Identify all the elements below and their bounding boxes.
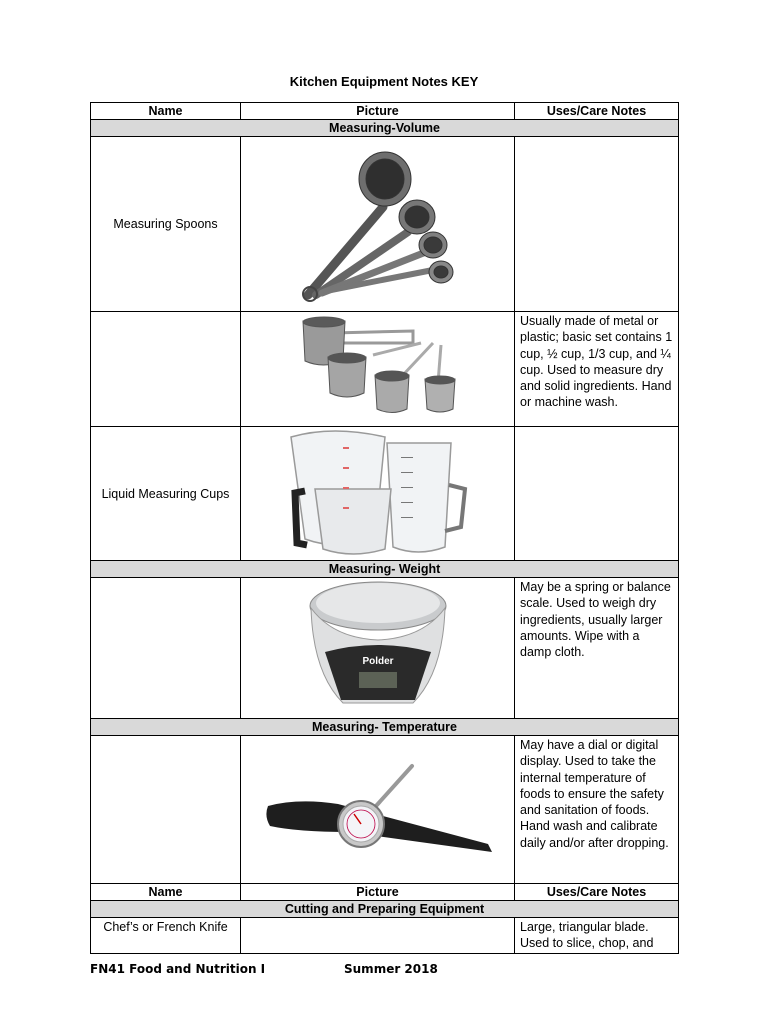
table-row (91, 137, 679, 312)
header-name: Name (91, 103, 241, 120)
kitchen-scale-image (303, 578, 453, 716)
liquid-measuring-cups-image (283, 427, 473, 559)
header-notes: Uses/Care Notes (515, 103, 679, 120)
row-notes-dry-cups: Usually made of metal or plastic; basic set contains 1 cup, ½ cup, 1/3 cup, and ¼ cup. Used to measure dry and solid ingredients. Hand or machine wash. (515, 312, 679, 427)
section-row-temperature (91, 719, 679, 736)
section-row-volume (91, 120, 679, 137)
row-notes-liquid-cups (515, 427, 679, 561)
section-row-cutting (91, 901, 679, 918)
picture-cell (241, 736, 515, 884)
page-title: Kitchen Equipment Notes KEY (289, 74, 479, 89)
measuring-spoons-image (288, 147, 468, 307)
header-notes: Uses/Care Notes (515, 884, 679, 901)
scale-brand-label: Polder (361, 656, 394, 667)
header-row (91, 103, 679, 120)
picture-cell (241, 578, 515, 719)
table-row (91, 736, 679, 884)
picture-cell (241, 137, 515, 312)
table-row (91, 578, 679, 719)
header-picture: Picture (241, 884, 515, 901)
row-notes-knife: Large, triangular blade. Used to slice, chop, and (515, 918, 679, 954)
row-name-knife: Chef’s or French Knife (91, 918, 241, 954)
row-name-dry-cups (91, 312, 241, 427)
row-name-scale (91, 578, 241, 719)
footer-course: FN41 Food and Nutrition I (90, 962, 266, 976)
header-name: Name (91, 884, 241, 901)
row-notes-spoons (515, 137, 679, 312)
section-volume: Measuring-Volume (91, 120, 679, 137)
row-name-liquid-cups: Liquid Measuring Cups (91, 427, 241, 561)
section-weight: Measuring- Weight (91, 561, 679, 578)
picture-cell (241, 427, 515, 561)
table-row (91, 312, 679, 427)
table-row (91, 427, 679, 561)
row-name-spoons: Measuring Spoons (91, 137, 241, 312)
footer-term: Summer 2018 (344, 962, 438, 976)
table-row (91, 918, 679, 954)
row-name-thermometer (91, 736, 241, 884)
thermometer-image (258, 736, 498, 882)
equipment-table (90, 102, 679, 954)
row-notes-thermometer: May have a dial or digital display. Used to take the internal temperature of foods to ensure the safety and sanitation of foods. Hand wash and calibrate daily and/or after dropping. (515, 736, 679, 884)
header-picture: Picture (241, 103, 515, 120)
section-cutting: Cutting and Preparing Equipment (91, 901, 679, 918)
section-temperature: Measuring- Temperature (91, 719, 679, 736)
section-row-weight (91, 561, 679, 578)
picture-cell (241, 918, 515, 954)
row-notes-scale: May be a spring or balance scale. Used to weigh dry ingredients, usually larger amounts. Wipe with a damp cloth. (515, 578, 679, 719)
picture-cell (241, 312, 515, 427)
header-row-repeat (91, 884, 679, 901)
dry-measuring-cups-image (293, 313, 463, 423)
